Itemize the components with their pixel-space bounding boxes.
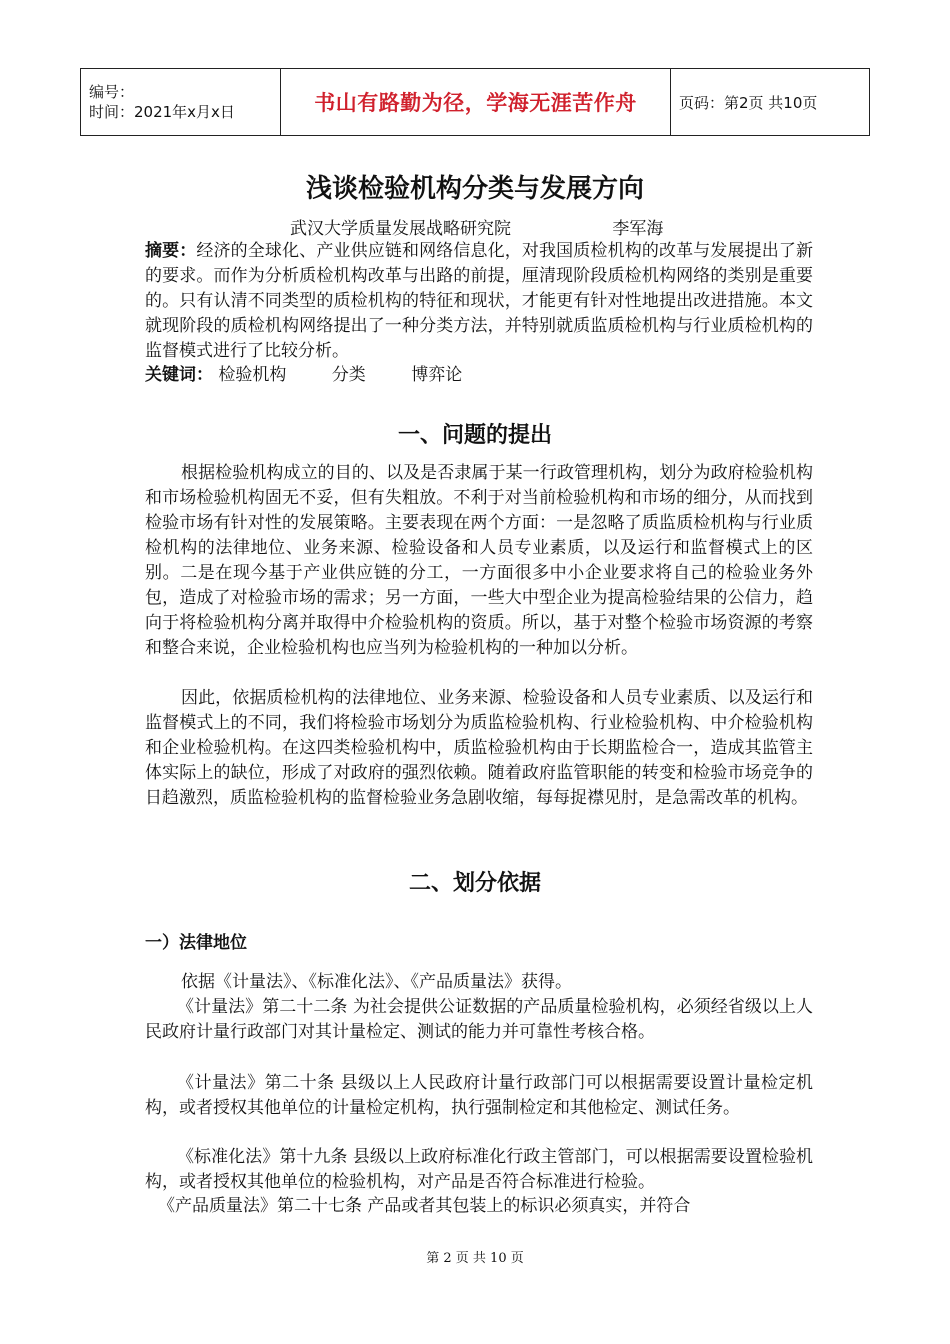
section2-paragraph-1: 依据《计量法》、《标准化法》、《产品质量法》获得。 bbox=[181, 972, 572, 992]
section2-heading: 二、划分依据 bbox=[408, 871, 541, 896]
section2-paragraph-4: 《标准化法》第十九条 县级以上政府标准化行政主管部门，可以根据需要设置检验机构，或者授权其他单位的检验机构，对产品是否符合标准进行检验。 bbox=[145, 1147, 813, 1192]
keyword-item: 博弈论 bbox=[411, 365, 463, 385]
section1-heading: 一、问题的提出 bbox=[397, 423, 552, 448]
author-name: 李军海 bbox=[612, 219, 664, 239]
section1-paragraph-2: 因此，依据质检机构的法律地位、业务来源、检验设备和人员专业素质、以及运行和监督模式上的不同，我们将检验市场划分为质监检验机构、行业检验机构、中介检验机构和企业检验机构。在这四类检验机构中，质监检验机构由于长期监检合一，造成其监管主体实际上的缺位，形成了对政府的强烈依赖。随着政府监管职能的转变和检验市场竞争的日趋激烈，质监检验机构的监督检验业务急剧收缩，每每捉襟见肘，是急需改革的机构。 bbox=[145, 688, 813, 808]
document-title: 浅谈检验机构分类与发展方向 bbox=[305, 174, 644, 204]
abstract bbox=[145, 239, 813, 364]
keywords bbox=[145, 363, 813, 388]
section2-paragraph-3: 《计量法》第二十条 县级以上人民政府计量行政部门可以根据需要设置计量检定机构，或者授权其他单位的计量检定机构，执行强制检定和其他检定、测试任务。 bbox=[145, 1073, 813, 1118]
author-line bbox=[290, 214, 663, 239]
page-footer: 第 2 页 共 10 页 bbox=[426, 1251, 524, 1266]
header-left-cell bbox=[81, 69, 281, 136]
section2-paragraph-2: 《计量法》第二十二条 为社会提供公证数据的产品质量检验机构，必须经省级以上人民政府计量行政部门对其计量检定、测试的能力并可靠性考核合格。 bbox=[145, 997, 813, 1042]
section1-paragraph-1: 根据检验机构成立的目的、以及是否隶属于某一行政管理机构，划分为政府检验机构和市场检验机构固无不妥，但有失粗放。不利于对当前检验机构和市场的细分，从而找到检验市场有针对性的发展策略。主要表现在两个方面：一是忽略了质监质检机构与行业质检机构的法律地位、业务来源、检验设备和人员专业素质，以及运行和监督模式上的区别。二是在现今基于产业供应链的分工，一方面很多中小企业要求将自己的检验业务外包，造成了对检验市场的需求；另一方面，一些大中型企业为提高检验结果的公信力，趋向于将检验机构分离并取得中介检验机构的资质。所以，基于对整个检验市场资源的考察和整合来说，企业检验机构也应当列为检验机构的一种加以分析。 bbox=[145, 463, 813, 658]
time-label: 时间：2021年x月x日 bbox=[89, 103, 235, 121]
abstract-text: 经济的全球化、产业供应链和网络信息化，对我国质检机构的改革与发展提出了新的要求。而作为分析质检机构改革与出路的前提，厘清现阶段质检机构网络的类别是重要的。只有认清不同类型的质检机构的特征和现状，才能更有针对性地提出改进措施。本文就现阶段的质检机构网络提出了一种分类方法，并特别就质监质检机构与行业质检机构的监督模式进行了比较分析。 bbox=[145, 241, 814, 361]
number-label: 编号： bbox=[89, 83, 135, 101]
keyword-item: 分类 bbox=[331, 365, 366, 385]
section2-subheading: 一）法律地位 bbox=[145, 933, 247, 953]
motto: 书山有路勤为径，学海无涯苦作舟 bbox=[281, 69, 671, 136]
header-table bbox=[80, 68, 870, 136]
keywords-label: 关键词： bbox=[145, 365, 213, 385]
abstract-label: 摘要： bbox=[145, 241, 197, 261]
section2-paragraph-5: 《产品质量法》第二十七条 产品或者其包装上的标识必须真实，并符合 bbox=[158, 1196, 691, 1216]
author-affiliation: 武汉大学质量发展战略研究院 bbox=[290, 219, 511, 239]
page-info: 页码：第2页 共10页 bbox=[671, 69, 870, 136]
keyword-item: 检验机构 bbox=[218, 365, 287, 385]
